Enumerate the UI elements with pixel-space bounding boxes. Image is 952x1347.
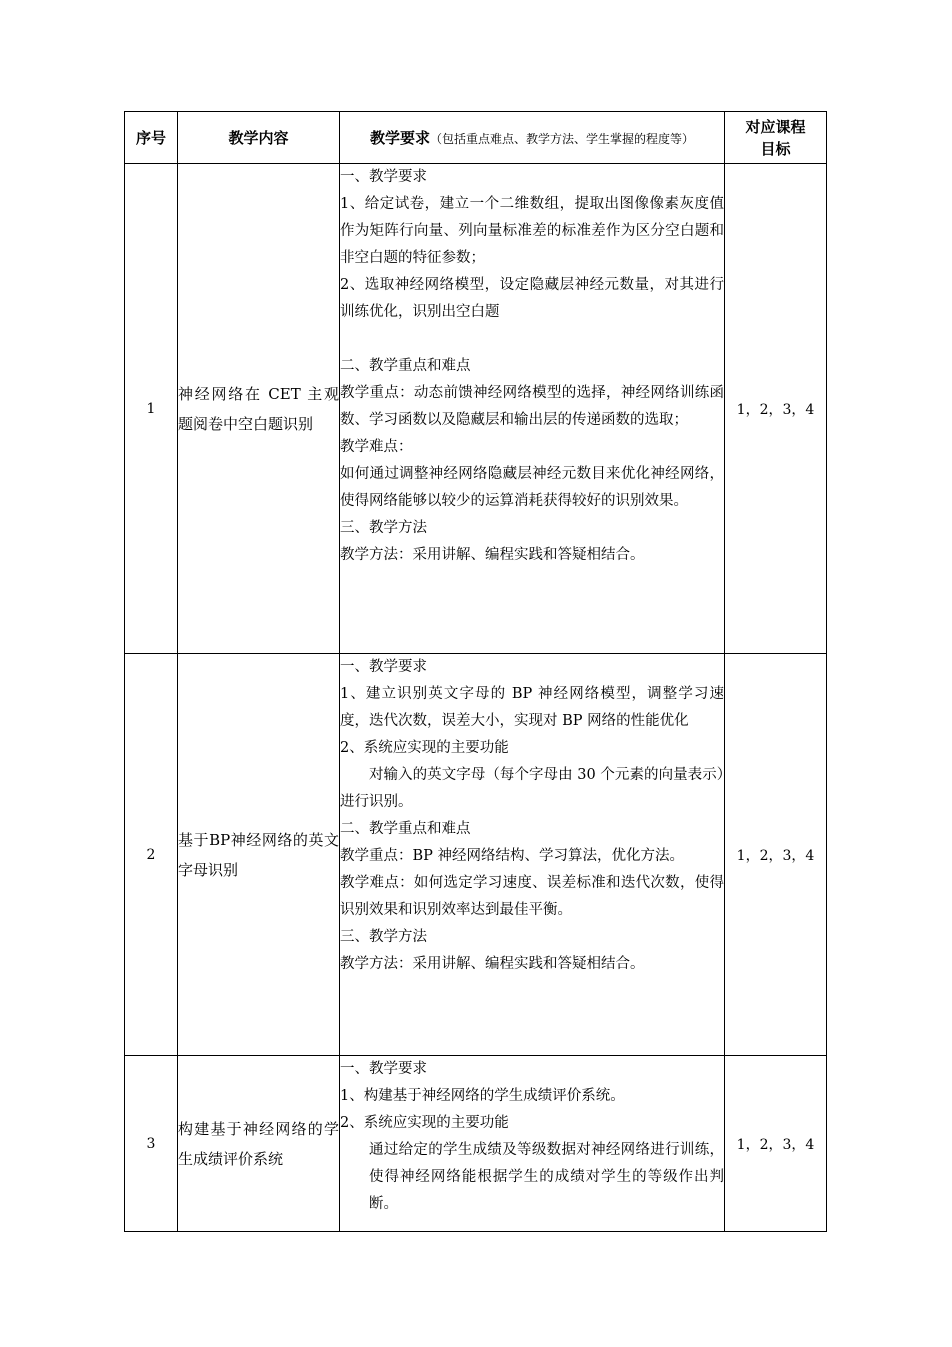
requirement-line: 一、教学要求: [340, 1061, 427, 1077]
table-row: [125, 1056, 827, 1232]
requirement-line: 教学方法：采用讲解、编程实践和答疑相结合。: [340, 956, 645, 972]
row-requirements: [340, 1056, 725, 1232]
requirement-line: 对输入的英文字母（每个字母由 30 个元素的向量表示）进行识别。: [340, 767, 724, 810]
header-requirements-label: 教学要求: [369, 129, 430, 147]
row-goals: 1，2，3，4: [725, 654, 827, 1056]
row-goals: 1，2，3，4: [725, 164, 827, 654]
requirement-line: 一、教学要求: [340, 659, 427, 675]
requirement-line: 三、教学方法: [340, 929, 427, 945]
header-content: 教学内容: [178, 112, 340, 164]
table-row: [125, 654, 827, 1056]
table-header-row: [125, 112, 827, 164]
header-index: 序号: [125, 112, 178, 164]
course-content-table: [124, 111, 827, 1232]
blank-line: [340, 326, 724, 353]
header-requirements-hint: （包括重点难点、教学方法、学生掌握的程度等）: [430, 132, 695, 146]
row-index: 1: [125, 164, 178, 654]
requirement-line: 2、系统应实现的主要功能: [340, 1115, 509, 1131]
requirement-line: 三、教学方法: [340, 520, 427, 536]
row-topic: 基于BP神经网络的英文字母识别: [178, 654, 340, 1056]
requirement-line: 1、建立识别英文字母的 BP 神经网络模型，调整学习速度，迭代次数，误差大小，实现对 BP 网络的性能优化: [340, 686, 724, 729]
row-requirements: [340, 654, 725, 1056]
header-requirements: [340, 112, 725, 164]
requirement-line: 教学难点：如何选定学习速度、误差标准和迭代次数，使得识别效果和识别效率达到最佳平衡。: [340, 875, 724, 918]
requirement-line: 2、系统应实现的主要功能: [340, 740, 509, 756]
table-row: [125, 164, 827, 654]
requirement-line: 二、教学重点和难点: [340, 821, 471, 837]
requirement-line: 教学重点：动态前馈神经网络模型的选择，神经网络训练函数、学习函数以及隐藏层和输出层的传递函数的选取；: [340, 385, 724, 428]
requirement-line: 一、教学要求: [340, 169, 427, 185]
header-target-line2: 目标: [760, 139, 791, 158]
row-requirements: [340, 164, 725, 654]
requirement-line: 1、构建基于神经网络的学生成绩评价系统。: [340, 1088, 625, 1104]
requirement-line: 教学难点：: [340, 439, 413, 455]
requirement-line: 教学重点：BP 神经网络结构、学习算法，优化方法。: [340, 848, 685, 864]
row-index: 3: [125, 1056, 178, 1232]
requirement-line: 2、选取神经网络模型，设定隐藏层神经元数量，对其进行训练优化，识别出空白题: [340, 277, 724, 320]
row-index: 2: [125, 654, 178, 1056]
row-topic: 构建基于神经网络的学生成绩评价系统: [178, 1056, 340, 1232]
header-target-line1: 对应课程: [745, 117, 806, 136]
requirement-line: 1、给定试卷，建立一个二维数组，提取出图像像素灰度值作为矩阵行向量、列向量标准差的标准差作为区分空白题和非空白题的特征参数；: [340, 196, 724, 266]
requirement-line: 通过给定的学生成绩及等级数据对神经网络进行训练，使得神经网络能根据学生的成绩对学生的等级作出判断。: [369, 1142, 724, 1212]
header-target: [725, 112, 827, 164]
row-goals: 1，2，3，4: [725, 1056, 827, 1232]
requirement-line: 如何通过调整神经网络隐藏层神经元数目来优化神经网络，使得网络能够以较少的运算消耗获得较好的识别效果。: [340, 466, 724, 509]
requirement-line: 教学方法：采用讲解、编程实践和答疑相结合。: [340, 547, 645, 563]
row-topic: 神经网络在 CET 主观题阅卷中空白题识别: [178, 164, 340, 654]
requirement-line: 二、教学重点和难点: [340, 358, 471, 374]
